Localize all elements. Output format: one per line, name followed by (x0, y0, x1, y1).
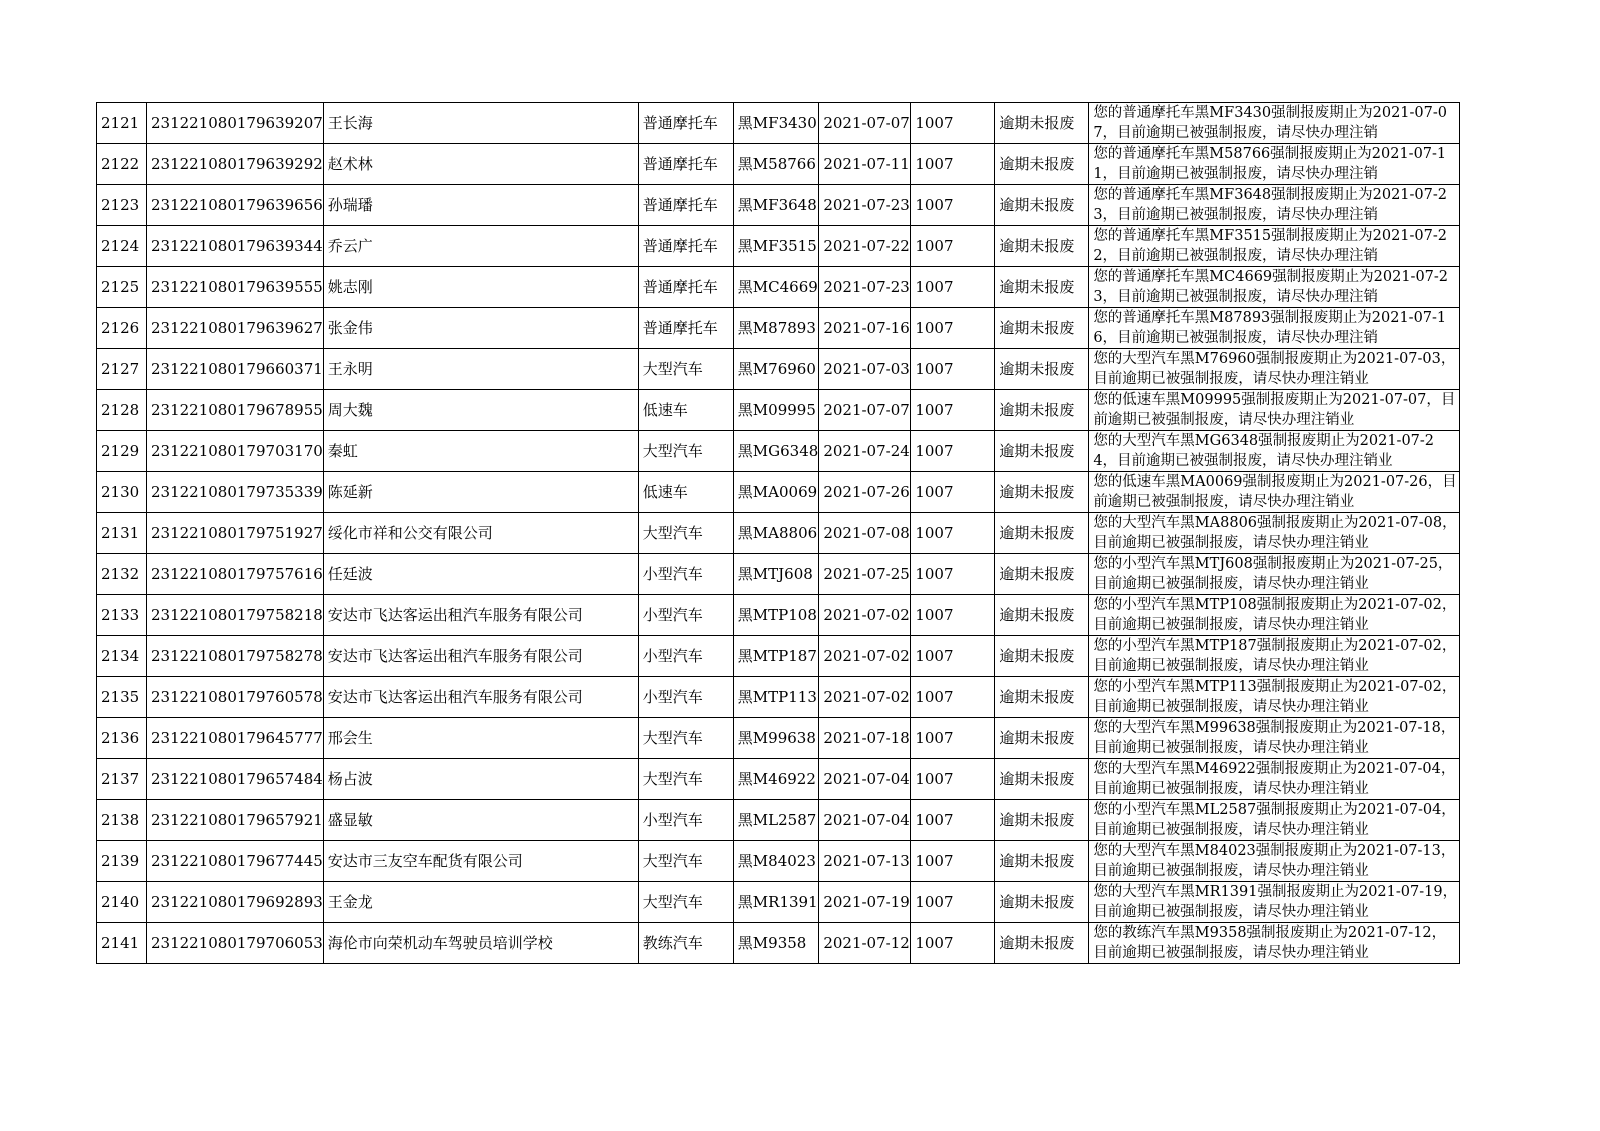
cell-record-id: 231221080179751927 (147, 513, 324, 554)
cell-record-id: 231221080179639627 (147, 308, 324, 349)
cell-owner-name: 秦虹 (323, 431, 638, 472)
table-row (97, 759, 1460, 800)
table-row (97, 595, 1460, 636)
cell-status-code: 1007 (911, 718, 995, 759)
cell-scrap-date: 2021-07-04 (819, 759, 911, 800)
table-row (97, 185, 1460, 226)
table-row (97, 472, 1460, 513)
cell-plate-number: 黑M99638 (733, 718, 819, 759)
table-row (97, 103, 1460, 144)
cell-status: 逾期未报废 (995, 267, 1089, 308)
cell-plate-number: 黑MTP113 (733, 677, 819, 718)
cell-vehicle-type: 小型汽车 (638, 677, 733, 718)
cell-notice-text: 您的大型汽车黑M84023强制报废期止为2021-07-13，目前逾期已被强制报废，请尽快办理注销业 (1089, 841, 1460, 882)
cell-owner-name: 周大魏 (323, 390, 638, 431)
cell-status: 逾期未报废 (995, 226, 1089, 267)
cell-notice-text: 您的普通摩托车黑MC4669强制报废期止为2021-07-23，目前逾期已被强制报废，请尽快办理注销 (1089, 267, 1460, 308)
cell-owner-name: 王长海 (323, 103, 638, 144)
cell-status-code: 1007 (911, 636, 995, 677)
cell-owner-name: 盛显敏 (323, 800, 638, 841)
table-row (97, 923, 1460, 964)
cell-vehicle-type: 小型汽车 (638, 800, 733, 841)
table-row (97, 226, 1460, 267)
cell-vehicle-type: 低速车 (638, 472, 733, 513)
cell-notice-text: 您的大型汽车黑MG6348强制报废期止为2021-07-24，目前逾期已被强制报废，请尽快办理注销业 (1089, 431, 1460, 472)
cell-owner-name: 邢会生 (323, 718, 638, 759)
cell-notice-text: 您的大型汽车黑M99638强制报废期止为2021-07-18，目前逾期已被强制报废，请尽快办理注销业 (1089, 718, 1460, 759)
cell-owner-name: 安达市飞达客运出租汽车服务有限公司 (323, 595, 638, 636)
cell-owner-name: 王永明 (323, 349, 638, 390)
cell-owner-name: 绥化市祥和公交有限公司 (323, 513, 638, 554)
cell-status-code: 1007 (911, 431, 995, 472)
cell-record-id: 231221080179703170 (147, 431, 324, 472)
cell-status: 逾期未报废 (995, 390, 1089, 431)
cell-owner-name: 孙瑞璠 (323, 185, 638, 226)
cell-vehicle-type: 大型汽车 (638, 513, 733, 554)
cell-record-id: 231221080179757616 (147, 554, 324, 595)
cell-owner-name: 安达市三友空车配货有限公司 (323, 841, 638, 882)
cell-notice-text: 您的小型汽车黑MTP113强制报废期止为2021-07-02，目前逾期已被强制报废，请尽快办理注销业 (1089, 677, 1460, 718)
cell-owner-name: 杨占波 (323, 759, 638, 800)
cell-status: 逾期未报废 (995, 882, 1089, 923)
cell-seq-no: 2128 (97, 390, 147, 431)
cell-notice-text: 您的普通摩托车黑M87893强制报废期止为2021-07-16，目前逾期已被强制报废，请尽快办理注销 (1089, 308, 1460, 349)
cell-status: 逾期未报废 (995, 677, 1089, 718)
cell-vehicle-type: 小型汽车 (638, 554, 733, 595)
cell-seq-no: 2129 (97, 431, 147, 472)
cell-seq-no: 2122 (97, 144, 147, 185)
cell-scrap-date: 2021-07-16 (819, 308, 911, 349)
cell-notice-text: 您的小型汽车黑MTJ608强制报废期止为2021-07-25，目前逾期已被强制报废，请尽快办理注销业 (1089, 554, 1460, 595)
cell-seq-no: 2133 (97, 595, 147, 636)
cell-notice-text: 您的大型汽车黑MR1391强制报废期止为2021-07-19，目前逾期已被强制报废，请尽快办理注销业 (1089, 882, 1460, 923)
cell-plate-number: 黑MA0069 (733, 472, 819, 513)
cell-plate-number: 黑MA8806 (733, 513, 819, 554)
cell-plate-number: 黑MTJ608 (733, 554, 819, 595)
cell-seq-no: 2131 (97, 513, 147, 554)
cell-status: 逾期未报废 (995, 431, 1089, 472)
cell-notice-text: 您的大型汽车黑M76960强制报废期止为2021-07-03，目前逾期已被强制报废，请尽快办理注销业 (1089, 349, 1460, 390)
cell-status: 逾期未报废 (995, 308, 1089, 349)
cell-status-code: 1007 (911, 267, 995, 308)
cell-seq-no: 2136 (97, 718, 147, 759)
cell-status-code: 1007 (911, 390, 995, 431)
cell-notice-text: 您的小型汽车黑ML2587强制报废期止为2021-07-04，目前逾期已被强制报废，请尽快办理注销业 (1089, 800, 1460, 841)
cell-record-id: 231221080179639656 (147, 185, 324, 226)
cell-plate-number: 黑MTP108 (733, 595, 819, 636)
cell-record-id: 231221080179657484 (147, 759, 324, 800)
cell-plate-number: 黑MR1391 (733, 882, 819, 923)
cell-owner-name: 乔云广 (323, 226, 638, 267)
table-row (97, 267, 1460, 308)
cell-seq-no: 2138 (97, 800, 147, 841)
table-row (97, 431, 1460, 472)
cell-owner-name: 张金伟 (323, 308, 638, 349)
cell-record-id: 231221080179677445 (147, 841, 324, 882)
cell-status: 逾期未报废 (995, 513, 1089, 554)
cell-scrap-date: 2021-07-07 (819, 103, 911, 144)
cell-record-id: 231221080179639344 (147, 226, 324, 267)
cell-record-id: 231221080179645777 (147, 718, 324, 759)
cell-scrap-date: 2021-07-13 (819, 841, 911, 882)
cell-record-id: 231221080179678955 (147, 390, 324, 431)
cell-scrap-date: 2021-07-07 (819, 390, 911, 431)
cell-notice-text: 您的教练汽车黑M9358强制报废期止为2021-07-12，目前逾期已被强制报废，请尽快办理注销业 (1089, 923, 1460, 964)
cell-status: 逾期未报废 (995, 800, 1089, 841)
cell-scrap-date: 2021-07-02 (819, 595, 911, 636)
cell-scrap-date: 2021-07-22 (819, 226, 911, 267)
cell-plate-number: 黑M9358 (733, 923, 819, 964)
cell-status-code: 1007 (911, 923, 995, 964)
cell-scrap-date: 2021-07-19 (819, 882, 911, 923)
cell-scrap-date: 2021-07-26 (819, 472, 911, 513)
cell-owner-name: 姚志刚 (323, 267, 638, 308)
cell-status: 逾期未报废 (995, 144, 1089, 185)
table-row (97, 636, 1460, 677)
cell-owner-name: 安达市飞达客运出租汽车服务有限公司 (323, 677, 638, 718)
cell-status-code: 1007 (911, 103, 995, 144)
cell-scrap-date: 2021-07-23 (819, 185, 911, 226)
cell-status: 逾期未报废 (995, 759, 1089, 800)
cell-seq-no: 2126 (97, 308, 147, 349)
cell-vehicle-type: 大型汽车 (638, 759, 733, 800)
cell-status-code: 1007 (911, 513, 995, 554)
cell-owner-name: 赵术林 (323, 144, 638, 185)
cell-vehicle-type: 普通摩托车 (638, 226, 733, 267)
cell-notice-text: 您的小型汽车黑MTP108强制报废期止为2021-07-02，目前逾期已被强制报废，请尽快办理注销业 (1089, 595, 1460, 636)
cell-plate-number: 黑MF3515 (733, 226, 819, 267)
cell-plate-number: 黑M09995 (733, 390, 819, 431)
cell-owner-name: 陈延新 (323, 472, 638, 513)
cell-status: 逾期未报废 (995, 554, 1089, 595)
cell-status: 逾期未报废 (995, 595, 1089, 636)
cell-status: 逾期未报废 (995, 923, 1089, 964)
cell-plate-number: 黑M84023 (733, 841, 819, 882)
cell-record-id: 231221080179758218 (147, 595, 324, 636)
cell-plate-number: 黑MF3648 (733, 185, 819, 226)
cell-record-id: 231221080179639555 (147, 267, 324, 308)
cell-vehicle-type: 低速车 (638, 390, 733, 431)
cell-seq-no: 2121 (97, 103, 147, 144)
cell-status-code: 1007 (911, 677, 995, 718)
cell-notice-text: 您的普通摩托车黑MF3430强制报废期止为2021-07-07，目前逾期已被强制报废，请尽快办理注销 (1089, 103, 1460, 144)
cell-notice-text: 您的普通摩托车黑MF3648强制报废期止为2021-07-23，目前逾期已被强制报废，请尽快办理注销 (1089, 185, 1460, 226)
cell-scrap-date: 2021-07-24 (819, 431, 911, 472)
cell-record-id: 231221080179706053 (147, 923, 324, 964)
cell-plate-number: 黑M76960 (733, 349, 819, 390)
cell-plate-number: 黑MC4669 (733, 267, 819, 308)
cell-scrap-date: 2021-07-18 (819, 718, 911, 759)
cell-status: 逾期未报废 (995, 636, 1089, 677)
cell-plate-number: 黑M58766 (733, 144, 819, 185)
cell-record-id: 231221080179657921 (147, 800, 324, 841)
cell-status-code: 1007 (911, 882, 995, 923)
cell-plate-number: 黑MG6348 (733, 431, 819, 472)
cell-vehicle-type: 大型汽车 (638, 349, 733, 390)
cell-seq-no: 2141 (97, 923, 147, 964)
cell-seq-no: 2123 (97, 185, 147, 226)
cell-vehicle-type: 大型汽车 (638, 841, 733, 882)
cell-notice-text: 您的普通摩托车黑M58766强制报废期止为2021-07-11，目前逾期已被强制报废，请尽快办理注销 (1089, 144, 1460, 185)
cell-seq-no: 2134 (97, 636, 147, 677)
cell-status: 逾期未报废 (995, 185, 1089, 226)
cell-status-code: 1007 (911, 841, 995, 882)
table-row (97, 677, 1460, 718)
cell-status-code: 1007 (911, 554, 995, 595)
cell-plate-number: 黑M46922 (733, 759, 819, 800)
cell-vehicle-type: 小型汽车 (638, 595, 733, 636)
cell-scrap-date: 2021-07-02 (819, 677, 911, 718)
cell-record-id: 231221080179758278 (147, 636, 324, 677)
cell-seq-no: 2140 (97, 882, 147, 923)
table-row (97, 882, 1460, 923)
cell-status-code: 1007 (911, 308, 995, 349)
cell-vehicle-type: 大型汽车 (638, 718, 733, 759)
cell-vehicle-type: 大型汽车 (638, 882, 733, 923)
cell-status: 逾期未报废 (995, 718, 1089, 759)
cell-seq-no: 2135 (97, 677, 147, 718)
table-body (97, 103, 1460, 964)
cell-status-code: 1007 (911, 144, 995, 185)
cell-vehicle-type: 普通摩托车 (638, 103, 733, 144)
table-row (97, 349, 1460, 390)
table-row (97, 554, 1460, 595)
vehicle-scrap-table (96, 102, 1460, 964)
cell-notice-text: 您的低速车黑MA0069强制报废期止为2021-07-26，目前逾期已被强制报废，请尽快办理注销业 (1089, 472, 1460, 513)
cell-notice-text: 您的小型汽车黑MTP187强制报废期止为2021-07-02，目前逾期已被强制报废，请尽快办理注销业 (1089, 636, 1460, 677)
cell-status: 逾期未报废 (995, 349, 1089, 390)
cell-vehicle-type: 普通摩托车 (638, 267, 733, 308)
cell-notice-text: 您的大型汽车黑MA8806强制报废期止为2021-07-08，目前逾期已被强制报废，请尽快办理注销业 (1089, 513, 1460, 554)
cell-plate-number: 黑ML2587 (733, 800, 819, 841)
cell-notice-text: 您的低速车黑M09995强制报废期止为2021-07-07，目前逾期已被强制报废，请尽快办理注销业 (1089, 390, 1460, 431)
cell-record-id: 231221080179660371 (147, 349, 324, 390)
cell-scrap-date: 2021-07-03 (819, 349, 911, 390)
cell-vehicle-type: 教练汽车 (638, 923, 733, 964)
cell-status-code: 1007 (911, 349, 995, 390)
cell-status: 逾期未报废 (995, 103, 1089, 144)
cell-record-id: 231221080179735339 (147, 472, 324, 513)
cell-scrap-date: 2021-07-23 (819, 267, 911, 308)
cell-scrap-date: 2021-07-08 (819, 513, 911, 554)
cell-seq-no: 2137 (97, 759, 147, 800)
cell-plate-number: 黑MTP187 (733, 636, 819, 677)
cell-plate-number: 黑MF3430 (733, 103, 819, 144)
cell-seq-no: 2132 (97, 554, 147, 595)
cell-vehicle-type: 小型汽车 (638, 636, 733, 677)
cell-plate-number: 黑M87893 (733, 308, 819, 349)
cell-scrap-date: 2021-07-02 (819, 636, 911, 677)
cell-vehicle-type: 普通摩托车 (638, 308, 733, 349)
cell-status-code: 1007 (911, 185, 995, 226)
cell-record-id: 231221080179639292 (147, 144, 324, 185)
cell-seq-no: 2130 (97, 472, 147, 513)
cell-seq-no: 2124 (97, 226, 147, 267)
cell-status: 逾期未报废 (995, 841, 1089, 882)
cell-record-id: 231221080179692893 (147, 882, 324, 923)
cell-scrap-date: 2021-07-04 (819, 800, 911, 841)
cell-vehicle-type: 普通摩托车 (638, 144, 733, 185)
cell-owner-name: 海伦市向荣机动车驾驶员培训学校 (323, 923, 638, 964)
cell-status-code: 1007 (911, 595, 995, 636)
cell-status-code: 1007 (911, 472, 995, 513)
cell-notice-text: 您的大型汽车黑M46922强制报废期止为2021-07-04，目前逾期已被强制报废，请尽快办理注销业 (1089, 759, 1460, 800)
cell-record-id: 231221080179639207 (147, 103, 324, 144)
cell-scrap-date: 2021-07-11 (819, 144, 911, 185)
cell-status-code: 1007 (911, 759, 995, 800)
cell-scrap-date: 2021-07-12 (819, 923, 911, 964)
cell-scrap-date: 2021-07-25 (819, 554, 911, 595)
table-row (97, 841, 1460, 882)
cell-vehicle-type: 普通摩托车 (638, 185, 733, 226)
cell-vehicle-type: 大型汽车 (638, 431, 733, 472)
table-row (97, 308, 1460, 349)
cell-status: 逾期未报废 (995, 472, 1089, 513)
cell-status-code: 1007 (911, 226, 995, 267)
cell-seq-no: 2125 (97, 267, 147, 308)
cell-owner-name: 王金龙 (323, 882, 638, 923)
table-row (97, 144, 1460, 185)
table-row (97, 513, 1460, 554)
table-row (97, 718, 1460, 759)
cell-owner-name: 安达市飞达客运出租汽车服务有限公司 (323, 636, 638, 677)
table-row (97, 390, 1460, 431)
cell-seq-no: 2139 (97, 841, 147, 882)
cell-notice-text: 您的普通摩托车黑MF3515强制报废期止为2021-07-22，目前逾期已被强制报废，请尽快办理注销 (1089, 226, 1460, 267)
cell-owner-name: 任廷波 (323, 554, 638, 595)
table-row (97, 800, 1460, 841)
cell-seq-no: 2127 (97, 349, 147, 390)
cell-status-code: 1007 (911, 800, 995, 841)
cell-record-id: 231221080179760578 (147, 677, 324, 718)
